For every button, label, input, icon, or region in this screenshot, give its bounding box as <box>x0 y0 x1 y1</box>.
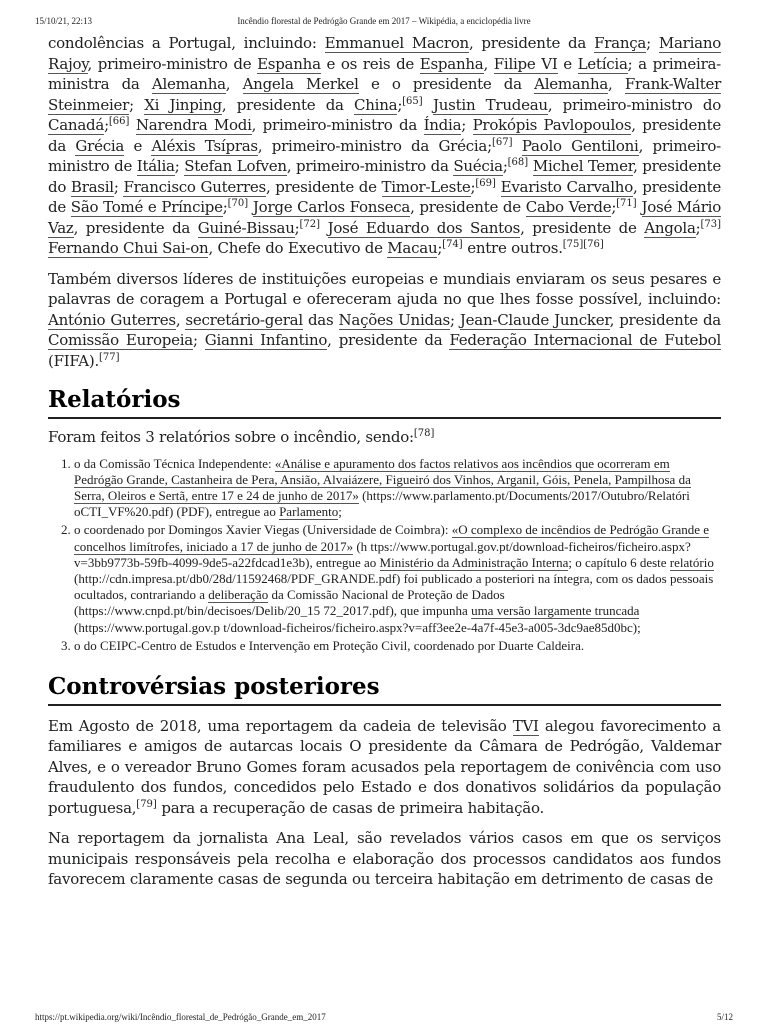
text-run <box>637 198 642 216</box>
text-run: (PDF), entregue ao <box>173 504 280 520</box>
wiki-link[interactable]: Prokópis Pavlopoulos <box>472 116 632 134</box>
list-item <box>74 638 721 654</box>
text-run: , <box>175 310 186 329</box>
text-run: ; <box>637 619 641 635</box>
wiki-link[interactable]: Angela Merkel <box>242 75 359 93</box>
wiki-link[interactable]: Fernando Chui Sai-on <box>48 239 209 257</box>
text-run: ; <box>397 95 403 114</box>
section-heading-relatorios: Relatórios <box>48 385 721 419</box>
text-run: , primeiro-ministro da <box>286 157 454 175</box>
wiki-link[interactable]: Gianni Infantino <box>204 331 328 349</box>
text-run: ; <box>338 504 342 520</box>
text-run: ; <box>695 218 701 237</box>
wiki-link[interactable]: Michel Temer <box>532 157 634 175</box>
wiki-link[interactable]: Ministério da Administração Interna <box>379 554 569 570</box>
list-item <box>74 456 721 521</box>
list-item <box>74 522 721 635</box>
text-run: ; <box>502 157 508 175</box>
wiki-link[interactable]: Cabo Verde <box>525 198 612 216</box>
external-url: (https://www.parlamento.pt/Documents/2017/Outubro/Relatóri oCTI_VF%20.pdf) <box>74 487 690 520</box>
text-run: e os reis de <box>320 54 420 73</box>
text-run: Foram feitos 3 relatórios sobre o incêndio, sendo: <box>48 428 414 446</box>
section-heading-controversias: Controvérsias posteriores <box>48 672 721 706</box>
text-run: , primeiro-ministro do <box>547 95 721 114</box>
citation-link[interactable]: [79] <box>136 798 157 810</box>
paragraph-controversy-1 <box>48 716 721 819</box>
wiki-link[interactable]: uma versão largamente truncada <box>471 603 640 619</box>
text-run: ; <box>104 116 109 134</box>
wiki-link[interactable]: Itália <box>136 157 175 175</box>
wiki-link[interactable]: Espanha <box>419 54 484 73</box>
external-url: (https://www.portugal.gov.p t/download-ficheiros/ficheiro.aspx?v=aff3ee2e-4a7f-45e3-a005-3dc9ae85d0bc) <box>74 619 638 635</box>
text-run: , presidente de <box>410 198 526 216</box>
wiki-link[interactable]: China <box>354 95 398 114</box>
wiki-link[interactable]: Espanha <box>257 54 321 73</box>
wiki-link[interactable]: Macau <box>387 239 438 257</box>
citation-link[interactable]: [70] <box>227 198 249 209</box>
text-run: , presidente da <box>221 95 355 114</box>
citation-link[interactable]: [78] <box>413 428 435 439</box>
text-run: ; <box>222 198 228 216</box>
wiki-link[interactable]: Emmanuel Macron <box>324 34 469 52</box>
wiki-link[interactable]: «O complexo de incêndios de Pedrógão Grande e concelhos limítrofes, iniciado a 17 de junho de 2017» <box>74 522 710 554</box>
wiki-link[interactable]: Alemanha <box>151 75 226 93</box>
wiki-link[interactable]: Paolo Gentiloni <box>521 136 639 155</box>
text-run <box>512 137 521 155</box>
page-number: 5/12 <box>716 1012 733 1022</box>
text-run: , <box>608 75 625 93</box>
text-run: , presidente da <box>48 116 721 155</box>
wiki-link[interactable]: Narendra Modi <box>135 116 252 134</box>
print-footer <box>35 1012 733 1024</box>
citation-link[interactable]: [73] <box>700 218 721 230</box>
text-run: foi publicado a posteriori na íntegra, com os dados pessoais ocultados, contrariando a <box>74 570 714 603</box>
text-run: , presidente da <box>468 34 595 52</box>
citation-link[interactable]: [67] <box>491 136 513 148</box>
wiki-link[interactable]: «Análise e apuramento dos factos relativos aos incêndios que ocorreram em Pedrógão Grande, Castanheira de Pera, Ansião, Alvaiázere, Figueiró dos Vinhos, Arganil, Góis, Penela, Pampilhosa da Serra, Oleiros e Sertã, entre 17 e 24 de junho de 2017» <box>74 455 691 503</box>
text-run: , presidente de <box>48 177 721 216</box>
wiki-link[interactable]: Mariano Rajoy <box>48 34 722 73</box>
text-run <box>496 178 501 196</box>
text-run: condolências a Portugal, incluindo: <box>48 34 325 52</box>
article-content <box>48 33 721 890</box>
text-run: o da Comissão Técnica Independente: <box>74 455 275 471</box>
citation-link[interactable]: [71] <box>616 198 637 209</box>
text-run: ; <box>461 116 473 134</box>
citation-link[interactable]: [69] <box>475 177 496 189</box>
external-url: (http://cdn.impresa.pt/db0/28d/11592468/PDF_GRANDE.pdf) <box>74 570 401 586</box>
text-run: Na reportagem da jornalista Ana Leal, são revelados vários casos em que os serviços municipais responsáveis pela recolha e elaboração dos processos candidatos aos fundos favorecem claramente casas de segunda ou terceira habitação em detrimento de casas de <box>48 829 721 889</box>
text-run: , presidente de <box>265 177 382 196</box>
text-run: , presidente da <box>73 218 198 237</box>
text-run: das <box>302 310 339 329</box>
text-run: , primeiro-ministro da Grécia; <box>257 136 492 155</box>
reports-list <box>48 456 721 654</box>
text-run: o coordenado por Domingos Xavier Viegas (Universidade de Coimbra): <box>74 522 452 538</box>
wiki-link[interactable]: São Tomé e Príncipe <box>70 198 223 216</box>
wiki-link[interactable]: Aléxis Tsípras <box>151 136 258 155</box>
wiki-link[interactable]: Guiné-Bissau <box>197 218 295 237</box>
wiki-link[interactable]: Canadá <box>48 116 105 134</box>
wiki-link[interactable]: Alemanha <box>534 75 609 93</box>
wiki-link[interactable]: Frank-Walter Steinmeier <box>48 75 722 114</box>
wiki-link[interactable]: António Guterres <box>48 310 176 329</box>
reports-intro <box>48 427 721 448</box>
wiki-link[interactable]: TVI <box>512 716 539 735</box>
text-run: alegou favorecimento a familiares e amigos de autarcas locais O presidente da Câmara de Pedrógão, Valdemar Alves, e o vereador Bruno Gomes foram acusados pela reportagem de conivência com uso fraudulento dos fundos, concedidos pelo Estado e dos donativos solidários da população portuguesa, <box>48 716 721 817</box>
text-run: , presidente do <box>48 157 721 196</box>
text-run: , primeiro-ministro da <box>251 116 424 134</box>
paragraph-leaders <box>48 269 721 372</box>
text-run: ; <box>611 198 617 216</box>
text-run: e <box>557 54 578 73</box>
text-run <box>423 96 433 114</box>
text-run: ; <box>470 177 476 196</box>
wiki-link[interactable]: Letícia <box>577 54 628 73</box>
text-run: , <box>483 54 494 73</box>
citation-link[interactable]: [77] <box>99 351 120 363</box>
wiki-link[interactable]: Justin Trudeau <box>433 95 548 114</box>
text-run: ; <box>437 239 443 257</box>
wiki-link[interactable]: José Mário Vaz <box>48 198 721 237</box>
citation-link[interactable]: [72] <box>299 218 320 230</box>
text-run <box>320 219 328 237</box>
citation-link[interactable]: [74] <box>442 239 463 250</box>
text-run: ; <box>174 157 185 175</box>
wiki-link[interactable]: Filipe VI <box>493 54 558 73</box>
wiki-link[interactable]: Xi Jinping <box>144 95 222 114</box>
citation-link[interactable]: [75] <box>562 239 584 250</box>
print-timestamp: 15/10/21, 22:13 <box>35 16 93 26</box>
print-page-title: Incêndio florestal de Pedrógão Grande em 2017 – Wikipédia, a enciclopédia livre <box>237 16 531 26</box>
wiki-link[interactable]: Angola <box>644 218 696 237</box>
text-run: , <box>225 75 243 93</box>
text-run: ; <box>129 95 145 114</box>
print-url: https://pt.wikipedia.org/wiki/Incêndio_florestal_de_Pedrógão_Grande_em_2017 <box>35 1012 326 1022</box>
text-run: (FIFA). <box>48 351 99 370</box>
text-run: ; <box>192 331 205 349</box>
paragraph-controversy-2 <box>48 828 721 890</box>
paragraph-condolences <box>48 33 721 259</box>
wiki-link[interactable]: Índia <box>423 116 462 134</box>
text-run: , primeiro-ministro de <box>87 54 258 73</box>
text-run: ; <box>646 34 659 52</box>
text-run: , presidente da <box>609 310 721 329</box>
wiki-link[interactable]: Comissão Europeia <box>48 331 193 349</box>
text-run: da Comissão Nacional de Proteção de Dados (https://www.cnpd.pt/bin/decisoes/Delib/20_15 72_2017.pdf), que impunha <box>74 587 505 619</box>
wiki-link[interactable]: França <box>594 34 647 52</box>
wiki-link[interactable]: Suécia <box>453 157 503 175</box>
external-url: (h ttps://www.portugal.gov.pt/download-ficheiros/ficheiro.aspx?v=3bb9773b-59fb-4099-9de5-a22fdcad1e3b) <box>74 538 691 570</box>
text-run: , presidente da <box>327 331 450 349</box>
text-run: ; o capítulo 6 deste <box>568 554 670 570</box>
wiki-link[interactable]: Brasil <box>70 177 114 196</box>
wiki-link[interactable]: Timor-Leste <box>381 177 471 196</box>
wiki-link[interactable]: secretário-geral <box>185 310 303 329</box>
wiki-link[interactable]: deliberação <box>208 587 269 603</box>
text-run: Também diversos líderes de instituições europeias e mundiais enviaram os seus pesares e palavras de coragem a Portugal e ofereceram ajuda no que lhes fosse possível, incluindo: <box>48 269 721 308</box>
text-run: ; <box>294 218 300 237</box>
wiki-link[interactable]: Parlamento <box>279 504 339 520</box>
text-run: ; a primeira-ministra da <box>48 54 721 93</box>
text-run: , presidente de <box>520 218 645 237</box>
text-run: ; <box>450 310 460 329</box>
wiki-link[interactable]: Nações Unidas <box>338 310 451 329</box>
text-run: para a recuperação de casas de primeira habitação. <box>156 798 544 817</box>
text-run: entre outros. <box>462 239 563 257</box>
text-run: Em Agosto de 2018, uma reportagem da cadeia de televisão <box>48 716 513 735</box>
text-run: e <box>124 136 152 155</box>
text-run: , primeiro-ministro de <box>48 136 721 175</box>
wiki-link[interactable]: relatório <box>669 554 714 570</box>
wiki-link[interactable]: Jean-Claude Juncker <box>459 310 610 329</box>
wiki-link[interactable]: Francisco Guterres <box>123 177 266 196</box>
citation-link[interactable]: [65] <box>402 95 423 107</box>
print-header <box>35 16 733 30</box>
citation-link[interactable]: [76] <box>583 239 604 250</box>
wiki-link[interactable]: Grécia <box>75 136 125 155</box>
wiki-link[interactable]: Jorge Carlos Fonseca <box>252 198 411 216</box>
text-run: ; <box>113 177 124 196</box>
text-run: o do CEIPC-Centro de Estudos e Intervenção em Proteção Civil, coordenado por Duarte Caldeira. <box>74 637 585 653</box>
citation-link[interactable]: [66] <box>108 116 130 127</box>
text-run <box>129 116 135 134</box>
citation-link[interactable]: [68] <box>507 157 529 168</box>
wiki-link[interactable]: José Eduardo dos Santos <box>327 218 521 237</box>
wiki-link[interactable]: Evaristo Carvalho <box>500 177 633 196</box>
wiki-link[interactable]: Stefan Lofven <box>184 157 287 175</box>
wiki-link[interactable]: Federação Internacional de Futebol <box>449 331 721 349</box>
text-run: e o presidente da <box>358 75 535 93</box>
text-run: , Chefe do Executivo de <box>208 239 388 257</box>
text-run: , entregue ao <box>309 554 380 570</box>
